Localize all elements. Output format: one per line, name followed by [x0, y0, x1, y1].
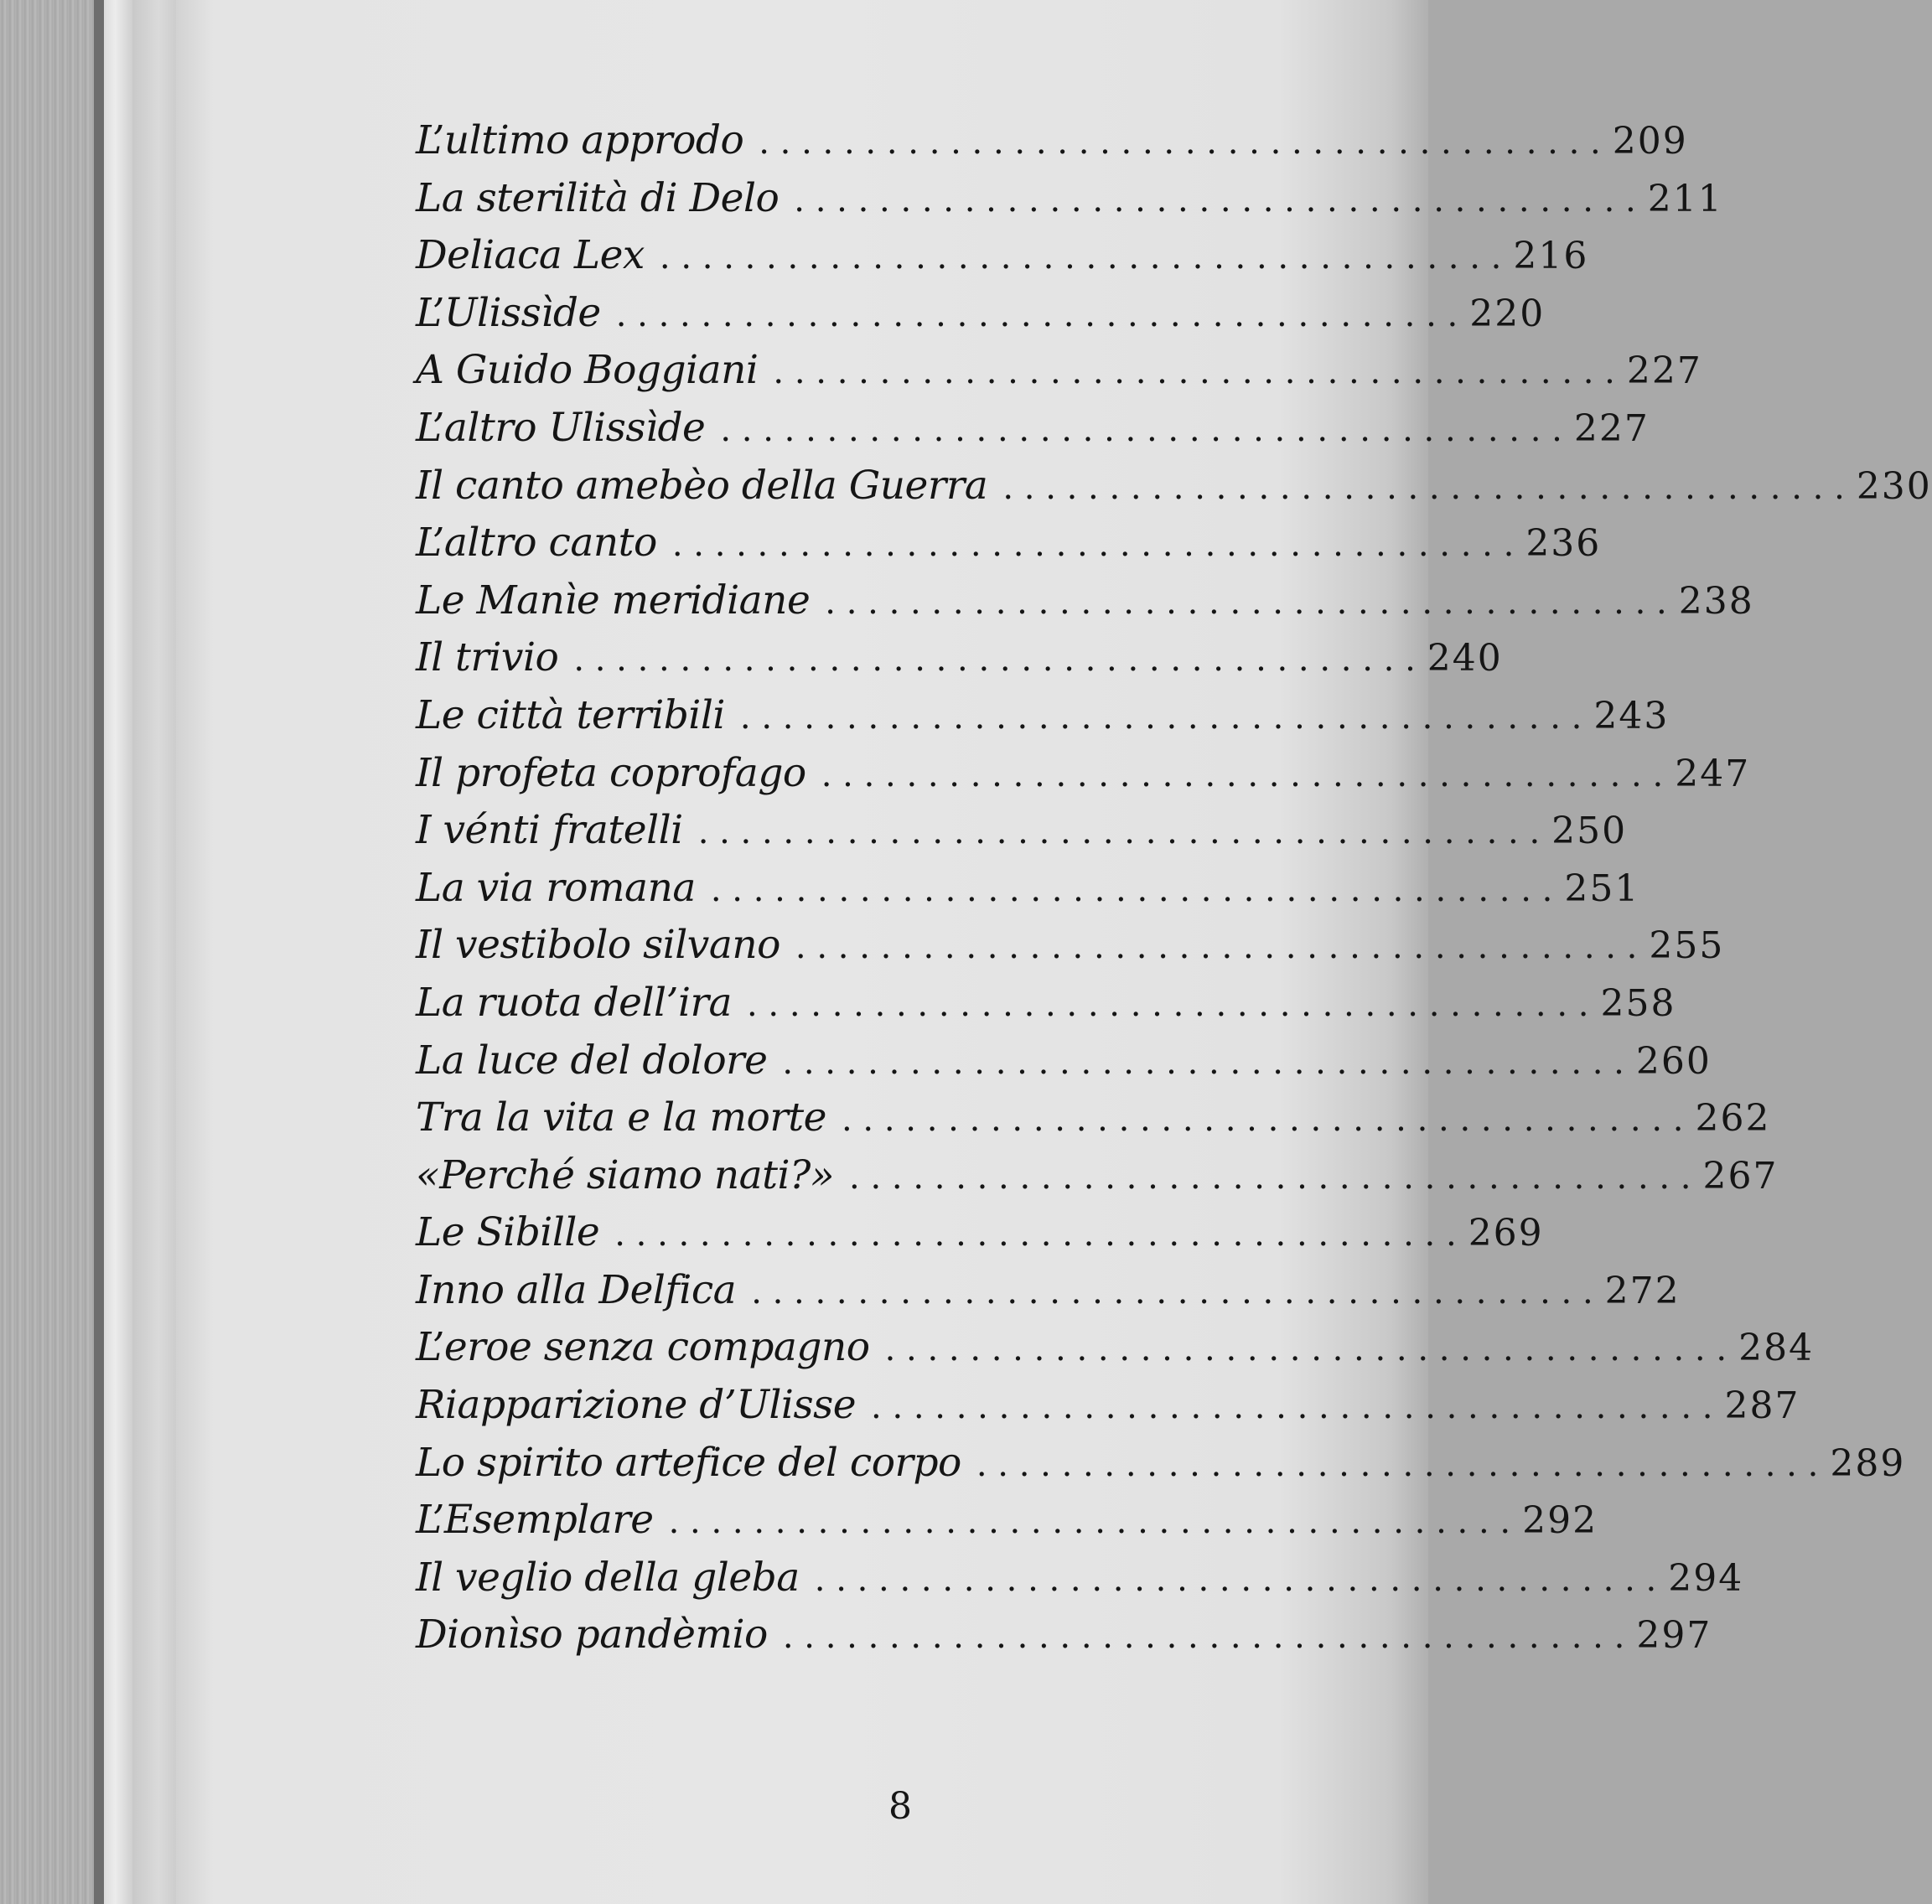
toc-entry-title: Il profeta coprofago	[416, 749, 806, 796]
table-of-contents	[416, 117, 1932, 1669]
toc-entry-title: Il vestibolo silvano	[416, 922, 780, 969]
toc-entry-page: 247	[1675, 752, 1751, 795]
toc-entry-page: 297	[1636, 1614, 1712, 1658]
toc-entry-title: Le Sibille	[416, 1209, 600, 1256]
toc-entry-page: 216	[1513, 235, 1589, 278]
toc-dot-leader: . . . . . . . . . . . . . . . . . . . . . . . . . . . . . . . . . . . . . . . .	[976, 1445, 1819, 1484]
toc-entry	[416, 807, 1628, 865]
toc-dot-leader: . . . . . . . . . . . . . . . . . . . . . . . . . . . . . . . . . . . . . . . .	[671, 525, 1515, 565]
toc-entry	[416, 347, 1702, 405]
toc-entry-title: L’ultimo approdo	[416, 117, 744, 163]
page-number: 8	[888, 1785, 912, 1828]
toc-dot-leader: . . . . . . . . . . . . . . . . . . . . . . . . . . . . . . . . . . . . . . . .	[1002, 468, 1845, 507]
toc-dot-leader: . . . . . . . . . . . . . . . . . . . . . . . . . . . . . . . . . . . . . . . .	[720, 410, 1562, 449]
toc-entry-page: 289	[1830, 1441, 1906, 1485]
toc-dot-leader: . . . . . . . . . . . . . . . . . . . . . . . . . . . . . . . . . . . . . . . .	[884, 1330, 1727, 1369]
toc-entry	[416, 864, 1640, 923]
toc-entry-page: 227	[1626, 349, 1702, 393]
toc-dot-leader: . . . . . . . . . . . . . . . . . . . . . . . . . . . . . . . . . . . . . . . .	[573, 640, 1416, 680]
toc-dot-leader: . . . . . . . . . . . . . . . . . . . . . . . . . . . . . . . . . . . . . . . .	[871, 1388, 1713, 1427]
toc-dot-leader: . . . . . . . . . . . . . . . . . . . . . . . . . . . . . . . . . . . . . . . .	[814, 1560, 1657, 1599]
toc-dot-leader: . . . . . . . . . . . . . . . . . . . . . . . . . . . . . . . . . . . . . . . .	[841, 1100, 1684, 1140]
toc-entry-page: 250	[1551, 810, 1628, 853]
toc-dot-leader: . . . . . . . . . . . . . . . . . . . . . . . . . . . . . . . . . . . . . . . .	[751, 1272, 1593, 1312]
toc-entry-page: 209	[1612, 120, 1688, 163]
toc-entry-page: 236	[1525, 522, 1602, 566]
toc-entry	[416, 749, 1751, 808]
toc-entry	[416, 1209, 1544, 1267]
toc-entry-title: L’altro Ulissìde	[416, 404, 706, 451]
book-cover-edge	[0, 0, 99, 1904]
toc-entry	[416, 922, 1725, 980]
toc-entry-page: 243	[1593, 694, 1670, 737]
toc-entry	[416, 1554, 1744, 1612]
toc-entry-title: La via romana	[416, 864, 696, 911]
toc-entry-title: La luce del dolore	[416, 1037, 768, 1084]
toc-entry	[416, 520, 1602, 577]
toc-dot-leader: . . . . . . . . . . . . . . . . . . . . . . . . . . . . . . . . . . . . . . . .	[782, 1043, 1624, 1082]
toc-dot-leader: . . . . . . . . . . . . . . . . . . . . . . . . . . . . . . . . . . . . . . . .	[710, 870, 1553, 909]
toc-entry	[416, 1151, 1779, 1210]
binding-gutter	[132, 0, 176, 1904]
toc-entry	[416, 174, 1723, 233]
toc-dot-leader: . . . . . . . . . . . . . . . . . . . . . . . . . . . . . . . . . . . . . . . .	[614, 1215, 1457, 1255]
toc-dot-leader: . . . . . . . . . . . . . . . . . . . . . . . . . . . . . . . . . . . . . . . .	[794, 180, 1636, 220]
toc-entry-page: 211	[1647, 177, 1723, 220]
toc-entry-page: 240	[1427, 637, 1503, 680]
toc-entry-title: A Guido Boggiani	[416, 347, 759, 394]
toc-entry	[416, 117, 1688, 175]
toc-entry-page: 255	[1649, 924, 1725, 968]
toc-entry-title: Il canto amebèo della Guerra	[416, 462, 988, 509]
toc-entry-title: L’eroe senza compagno	[416, 1324, 870, 1371]
toc-entry-page: 292	[1522, 1499, 1598, 1543]
toc-dot-leader: . . . . . . . . . . . . . . . . . . . . . . . . . . . . . . . . . . . . . . . .	[821, 755, 1664, 794]
toc-entry	[416, 634, 1503, 692]
toc-entry	[416, 1266, 1681, 1325]
toc-entry-title: L’altro canto	[416, 520, 657, 567]
toc-entry-page: 284	[1738, 1327, 1815, 1370]
toc-dot-leader: . . . . . . . . . . . . . . . . . . . . . . . . . . . . . . . . . . . . . . . .	[759, 123, 1601, 162]
toc-entry-title: Riapparizione d’Ulisse	[416, 1382, 857, 1429]
toc-dot-leader: . . . . . . . . . . . . . . . . . . . . . . . . . . . . . . . . . . . . . . . .	[615, 295, 1458, 334]
toc-entry	[416, 577, 1754, 635]
toc-entry-page: 267	[1702, 1154, 1779, 1198]
toc-entry-title: Dionìso pandèmio	[416, 1612, 768, 1658]
toc-entry-title: La ruota dell’ira	[416, 979, 732, 1026]
toc-entry-page: 230	[1856, 464, 1932, 508]
toc-entry-page: 258	[1600, 981, 1676, 1025]
toc-entry	[416, 1497, 1598, 1555]
toc-entry-title: Lo spirito artefice del corpo	[416, 1439, 961, 1486]
toc-entry-title: Le Manìe meridiane	[416, 577, 811, 623]
toc-dot-leader: . . . . . . . . . . . . . . . . . . . . . . . . . . . . . . . . . . . . . . . .	[825, 582, 1667, 622]
toc-entry-title: «Perché siamo nati?»	[416, 1151, 835, 1198]
toc-entry-title: Il trivio	[416, 634, 559, 681]
toc-entry	[416, 1439, 1906, 1498]
toc-entry-page: 272	[1604, 1269, 1681, 1312]
toc-entry-page: 238	[1678, 579, 1754, 623]
toc-entry	[416, 232, 1589, 290]
toc-entry-page: 227	[1573, 406, 1650, 450]
toc-entry	[416, 1094, 1771, 1152]
toc-entry	[416, 1382, 1800, 1440]
toc-entry-page: 220	[1469, 292, 1546, 335]
toc-entry-page: 294	[1668, 1556, 1744, 1600]
toc-entry-page: 251	[1564, 867, 1640, 910]
toc-entry-page: 262	[1695, 1097, 1771, 1141]
toc-dot-leader: . . . . . . . . . . . . . . . . . . . . . . . . . . . . . . . . . . . . . . . .	[746, 985, 1589, 1024]
toc-entry	[416, 979, 1676, 1037]
toc-entry-title: L’Ulissìde	[416, 289, 601, 336]
toc-entry-title: Deliaca Lex	[416, 232, 645, 279]
cover-shadow	[94, 0, 104, 1904]
toc-dot-leader: . . . . . . . . . . . . . . . . . . . . . . . . . . . . . . . . . . . . . . . .	[782, 1617, 1625, 1657]
toc-entry	[416, 1324, 1815, 1382]
toc-dot-leader: . . . . . . . . . . . . . . . . . . . . . . . . . . . . . . . . . . . . . . . .	[739, 697, 1582, 737]
toc-entry	[416, 691, 1670, 750]
toc-entry	[416, 1037, 1712, 1095]
toc-entry	[416, 404, 1650, 463]
toc-dot-leader: . . . . . . . . . . . . . . . . . . . . . . . . . . . . . . . . . . . . . . . .	[849, 1157, 1691, 1197]
toc-dot-leader: . . . . . . . . . . . . . . . . . . . . . . . . . . . . . . . . . . . . . . . .	[795, 928, 1638, 967]
toc-entry-title: Il veglio della gleba	[416, 1554, 800, 1601]
toc-entry-title: I vénti fratelli	[416, 807, 683, 854]
toc-entry-title: Inno alla Delfica	[416, 1266, 737, 1313]
binding-strip	[104, 0, 132, 1904]
toc-entry-title: Le città terribili	[416, 691, 725, 738]
toc-dot-leader: . . . . . . . . . . . . . . . . . . . . . . . . . . . . . . . . . . . . . . . .	[668, 1503, 1511, 1542]
toc-entry-page: 269	[1468, 1212, 1544, 1255]
toc-dot-leader: . . . . . . . . . . . . . . . . . . . . . . . . . . . . . . . . . . . . . . . .	[697, 813, 1541, 852]
toc-dot-leader: . . . . . . . . . . . . . . . . . . . . . . . . . . . . . . . . . . . . . . . .	[659, 238, 1502, 277]
toc-entry-title: La sterilità di Delo	[416, 174, 780, 221]
toc-entry-page: 287	[1724, 1384, 1800, 1428]
toc-entry	[416, 289, 1546, 348]
toc-entry-title: L’Esemplare	[416, 1497, 654, 1544]
toc-dot-leader: . . . . . . . . . . . . . . . . . . . . . . . . . . . . . . . . . . . . . . . .	[773, 353, 1615, 392]
toc-entry-page: 260	[1635, 1039, 1712, 1083]
toc-entry	[416, 462, 1932, 520]
toc-entry-title: Tra la vita e la morte	[416, 1094, 826, 1141]
toc-entry	[416, 1612, 1712, 1669]
